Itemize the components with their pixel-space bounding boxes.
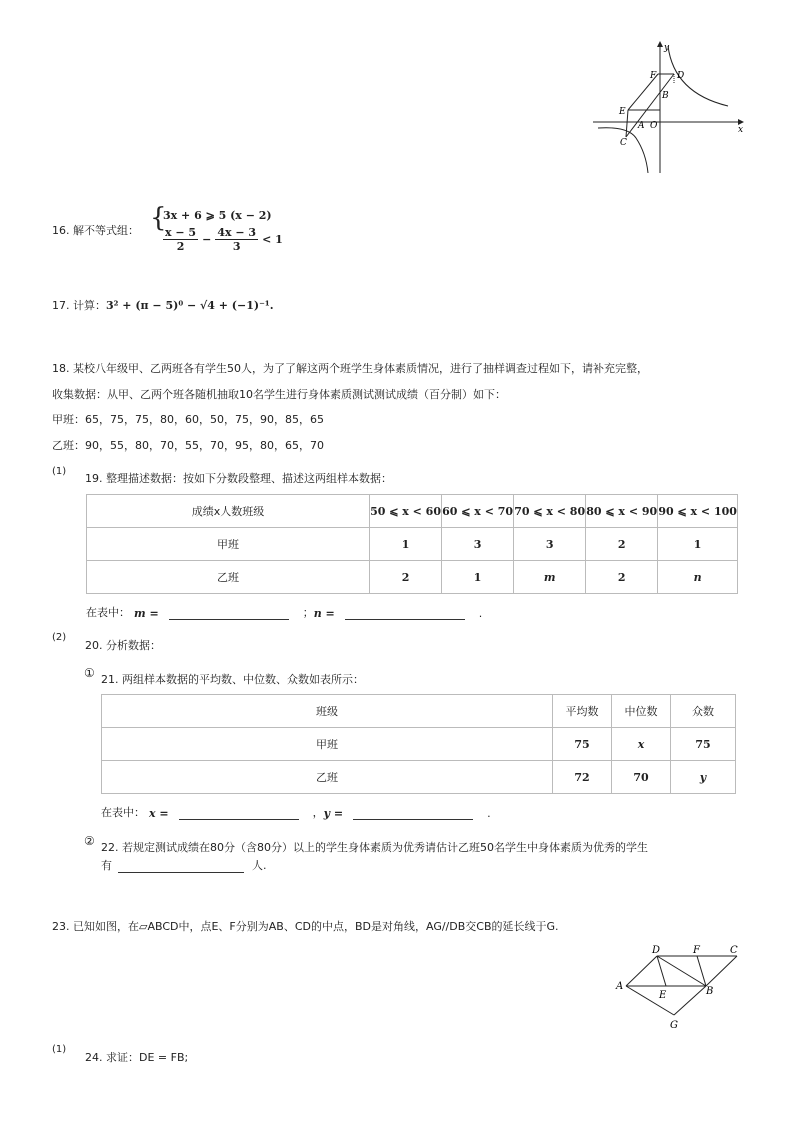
fig1-label-A: A [638,121,645,131]
q18-intro: 18. 某校八年级甲、乙两班各有学生50人，为了了解这两个班学生身体素质情况，进行了抽样调查过程如下，请补充完整， [52,362,648,375]
table-cell: 2 [586,528,658,561]
circled-2-badge: ② [84,834,95,848]
table-row [102,728,736,761]
q16-frac1-num: x − 5 [165,226,197,239]
q22-line2 [101,857,267,873]
table-cell: 3 [442,528,514,561]
fig2-label-F: F [693,945,700,956]
q17-label: 17. 计算： [52,299,106,312]
q16-frac2-num: 4x − 3 [217,226,257,239]
x-answer-blank[interactable] [179,805,299,820]
table-cell: 甲班 [102,728,553,761]
fig1-label-C: C [620,138,627,148]
part-2-badge: (2) [52,632,67,643]
table-header-cell: 90 ⩽ x < 100 [658,495,738,528]
q21-fill [101,804,491,820]
q18-class-a: 甲班：65，75，75，80，60，50，75，90，85，65 [52,413,324,426]
fig1-label-F: F [650,71,657,81]
q21-sep: ， [312,806,324,819]
q19-fill-prefix: 在表中： [86,606,130,619]
figure-parallelogram [612,942,752,1032]
q16-tail: < 1 [262,233,283,246]
q22-text: 22. 若规定测试成绩在80分（含80分）以上的学生身体素质为优秀请估计乙班50名学生中身体素质为优秀的学生 [101,841,648,854]
q21-end: . [487,807,491,820]
excellent-count-blank[interactable] [118,858,244,873]
table-row [87,561,738,594]
q21-x-label: x = [149,807,169,820]
q16-label: 16. 解不等式组： [52,224,139,237]
fig1-label-B: B [662,91,669,101]
table-row [87,528,738,561]
table-header-cell: 70 ⩽ x < 80 [514,495,586,528]
q21-fill-prefix: 在表中： [101,806,145,819]
fig1-label-y: y [664,43,670,53]
table-cell: 75 [671,728,736,761]
fig1-label-D: D [677,71,685,81]
table-header-cell: 成绩x人数班级 [87,495,370,528]
fig2-label-A: A [616,981,624,992]
table-header-cell: 平均数 [553,695,612,728]
q19-n-label: n = [313,607,335,620]
table-header-cell: 班级 [102,695,553,728]
table-cell: 1 [370,528,442,561]
q19-m-label: m = [134,607,159,620]
fig1-label-x: x [738,125,744,135]
table-cell: 乙班 [87,561,370,594]
q21-y-label: y = [323,807,344,820]
brace-icon: { [150,203,167,233]
m-answer-blank[interactable] [169,605,289,620]
q19-table [86,494,738,594]
circled-1-badge: ① [84,666,95,680]
q17-expr: 3² + (π − 5)⁰ − √4 + (−1)⁻¹. [106,299,274,312]
q16-frac2-den: 3 [232,240,241,253]
table-header-row [87,495,738,528]
q21-table [101,694,736,794]
table-cell: 72 [553,761,612,794]
table-row [102,761,736,794]
q17 [52,297,274,313]
fig1-label-O: O [650,121,658,131]
q19-end: . [478,607,483,620]
table-cell: 1 [442,561,514,594]
q16-minus: − [202,233,212,246]
table-header-cell: 中位数 [612,695,671,728]
fig2-label-D: D [652,945,661,956]
figure-hyperbola [588,38,748,178]
q24-label: 24. 求证：DE = FB; [85,1051,189,1064]
q16-eq2 [163,226,283,253]
q18-class-b: 乙班：90，55，80，70，55，70，95，80，65，70 [52,439,324,452]
table-header-cell: 80 ⩽ x < 90 [586,495,658,528]
q20-label: 20. 分析数据： [85,639,161,652]
table-cell: 2 [370,561,442,594]
n-answer-blank[interactable] [345,605,465,620]
table-cell: 甲班 [87,528,370,561]
table-cell: n [658,561,738,594]
q19-sep: ； [302,606,314,619]
table-header-cell: 众数 [671,695,736,728]
q22-line2-prefix: 有 [101,859,112,872]
q18-collect: 收集数据：从甲、乙两个班各随机抽取10名学生进行身体素质测试测试成绩（百分制）如下： [52,388,506,401]
q23-label: 23. 已知如图，在▱ABCD中，点E、F分别为AB、CD的中点，BD是对角线，AG//DB交CB的延长线于G. [52,920,559,933]
table-header-cell: 60 ⩽ x < 70 [442,495,514,528]
q21-label: 21. 两组样本数据的平均数、中位数、众数如表所示： [101,673,364,686]
table-cell: y [671,761,736,794]
fig1-label-E: E [619,107,626,117]
table-header-row [102,695,736,728]
table-cell: x [612,728,671,761]
table-header-cell: 50 ⩽ x < 60 [370,495,442,528]
part-1-badge-q24: (1) [52,1044,67,1055]
table-cell: m [514,561,586,594]
table-cell: 1 [658,528,738,561]
y-answer-blank[interactable] [353,805,473,820]
fig2-label-B: B [706,986,714,997]
q19-fill [86,604,482,620]
table-cell: 2 [586,561,658,594]
table-cell: 3 [514,528,586,561]
fig2-label-C: C [730,945,738,956]
q16-eq1: 3x + 6 ⩾ 5 (x − 2) [163,209,272,222]
part-1-badge: (1) [52,466,67,477]
fig2-label-G: G [670,1020,678,1031]
q22-line2-suffix: 人. [252,859,267,872]
fig2-label-E: E [659,990,667,1001]
table-cell: 乙班 [102,761,553,794]
table-cell: 70 [612,761,671,794]
table-cell: 75 [553,728,612,761]
q19-label: 19. 整理描述数据：按如下分数段整理、描述这两组样本数据： [85,472,392,485]
q16-frac1-den: 2 [176,240,185,253]
